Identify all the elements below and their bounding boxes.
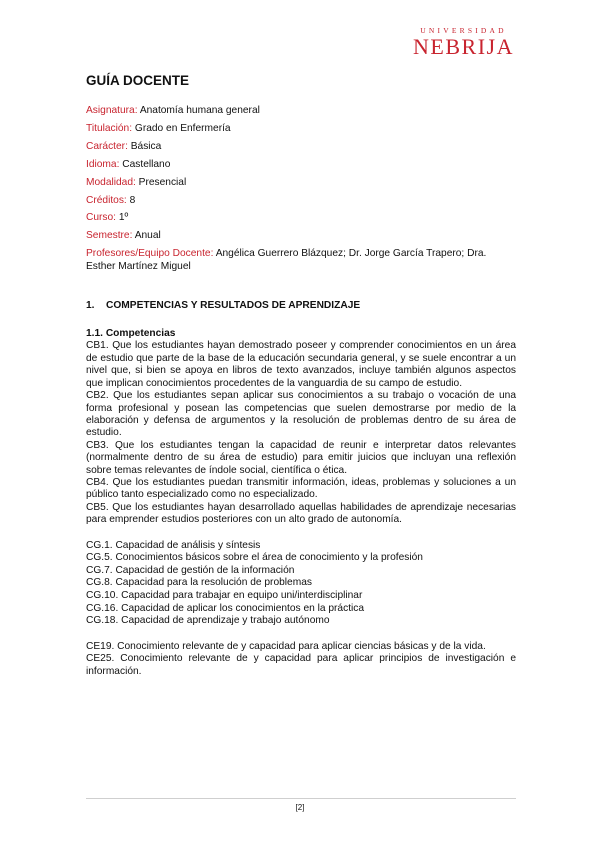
competence-paragraph: CE19. Conocimiento relevante de y capacidad para aplicar ciencias básicas y de la vida. bbox=[86, 640, 486, 652]
meta-value: Castellano bbox=[119, 158, 171, 170]
meta-value: 8 bbox=[126, 194, 136, 206]
meta-value: Presencial bbox=[135, 176, 187, 188]
meta-row-titulacion bbox=[86, 123, 516, 135]
meta-value: Anual bbox=[132, 230, 161, 242]
logo-top-text: UNIVERSIDAD bbox=[420, 26, 507, 35]
document-body bbox=[86, 73, 516, 678]
meta-row-curso bbox=[86, 212, 516, 224]
page-title: GUÍA DOCENTE bbox=[86, 73, 190, 88]
footer-divider bbox=[86, 798, 516, 799]
section-number: 1. bbox=[86, 300, 95, 312]
competence-paragraph: CB4. Que los estudiantes puedan transmitir información, ideas, problemas y soluciones a un público tanto especializado como no especializado. bbox=[86, 476, 516, 501]
subsection-heading: 1.1. Competencias bbox=[86, 328, 176, 340]
list-item: CG.18. Capacidad de aprendizaje y trabajo autónomo bbox=[86, 615, 330, 627]
metadata-block bbox=[86, 105, 516, 273]
general-competences bbox=[86, 540, 516, 628]
list-item: CG.8. Capacidad para la resolución de problemas bbox=[86, 577, 312, 589]
competence-paragraph: CB2. Que los estudiantes sepan aplicar sus conocimientos a su trabajo o vocación de una forma profesional y posean las competencias que suelen demostrarse por medio de la elaboración y defensa de argumentos y la resolución de problemas dentro de su área de estudio. bbox=[86, 390, 516, 439]
meta-value: Anatomía humana general bbox=[137, 105, 260, 116]
meta-row-creditos bbox=[86, 195, 516, 207]
university-logo bbox=[413, 26, 514, 58]
meta-key: Modalidad: bbox=[86, 176, 136, 188]
list-item: CG.7. Capacidad de gestión de la información bbox=[86, 564, 295, 576]
meta-value: Básica bbox=[127, 140, 162, 152]
section-heading bbox=[86, 300, 516, 311]
competence-paragraph: CB1. Que los estudiantes hayan demostrado poseer y comprender conocimientos en un área de estudio que parte de la base de la educación secundaria general, y se suele encontrar a un nivel que, si bien se apoya en libros de texto avanzados, incluye también algunos aspectos que implican conocimientos procedentes de la vanguardia de su campo de estudio. bbox=[86, 340, 516, 389]
meta-value: Grado en Enfermería bbox=[132, 122, 231, 134]
page-number: [2] bbox=[295, 803, 305, 812]
meta-key: Carácter: bbox=[86, 140, 128, 152]
meta-key: Semestre: bbox=[86, 230, 133, 242]
list-item: CG.5. Conocimientos básicos sobre el área de conocimiento y la profesión bbox=[86, 552, 423, 564]
logo-main-text: NEBRIJA bbox=[413, 34, 514, 59]
meta-key: Créditos: bbox=[86, 194, 127, 206]
meta-row-asignatura bbox=[86, 105, 516, 117]
list-item: CG.1. Capacidad de análisis y síntesis bbox=[86, 539, 261, 551]
specific-competences bbox=[86, 641, 516, 678]
meta-row-caracter bbox=[86, 141, 516, 153]
meta-row-profesores bbox=[86, 248, 516, 273]
meta-row-semestre bbox=[86, 230, 516, 242]
competence-paragraph: CE25. Conocimiento relevante de y capacidad para aplicar principios de investigación e información. bbox=[86, 653, 516, 677]
meta-row-idioma bbox=[86, 159, 516, 171]
section-title-text: COMPETENCIAS Y RESULTADOS DE APRENDIZAJE bbox=[106, 300, 361, 312]
meta-row-modalidad bbox=[86, 177, 516, 189]
meta-key: Asignatura: bbox=[86, 105, 138, 116]
meta-value: Angélica Guerrero Blázquez; Dr. Jorge García Trapero; Dra. Esther Martínez Miguel bbox=[86, 248, 487, 272]
list-item: CG.10. Capacidad para trabajar en equipo uni/interdisciplinar bbox=[86, 589, 363, 601]
meta-value: 1º bbox=[116, 212, 129, 224]
meta-key: Curso: bbox=[86, 212, 117, 224]
basic-competences bbox=[86, 340, 516, 526]
meta-key: Titulación: bbox=[86, 122, 133, 134]
competence-paragraph: CB5. Que los estudiantes hayan desarrollado aquellas habilidades de aprendizaje necesarias para emprender estudios posteriores con un alto grado de autonomía. bbox=[86, 501, 516, 526]
competence-paragraph: CB3. Que los estudiantes tengan la capacidad de reunir e interpretar datos relevantes (normalmente dentro de su área de estudio) para emitir juicios que incluyan una reflexión sobre temas relevantes de índole social, científica o ética. bbox=[86, 439, 516, 476]
meta-key: Idioma: bbox=[86, 158, 120, 170]
list-item: CG.16. Capacidad de aplicar los conocimientos en la práctica bbox=[86, 602, 365, 614]
meta-key: Profesores/Equipo Docente: bbox=[86, 248, 214, 260]
